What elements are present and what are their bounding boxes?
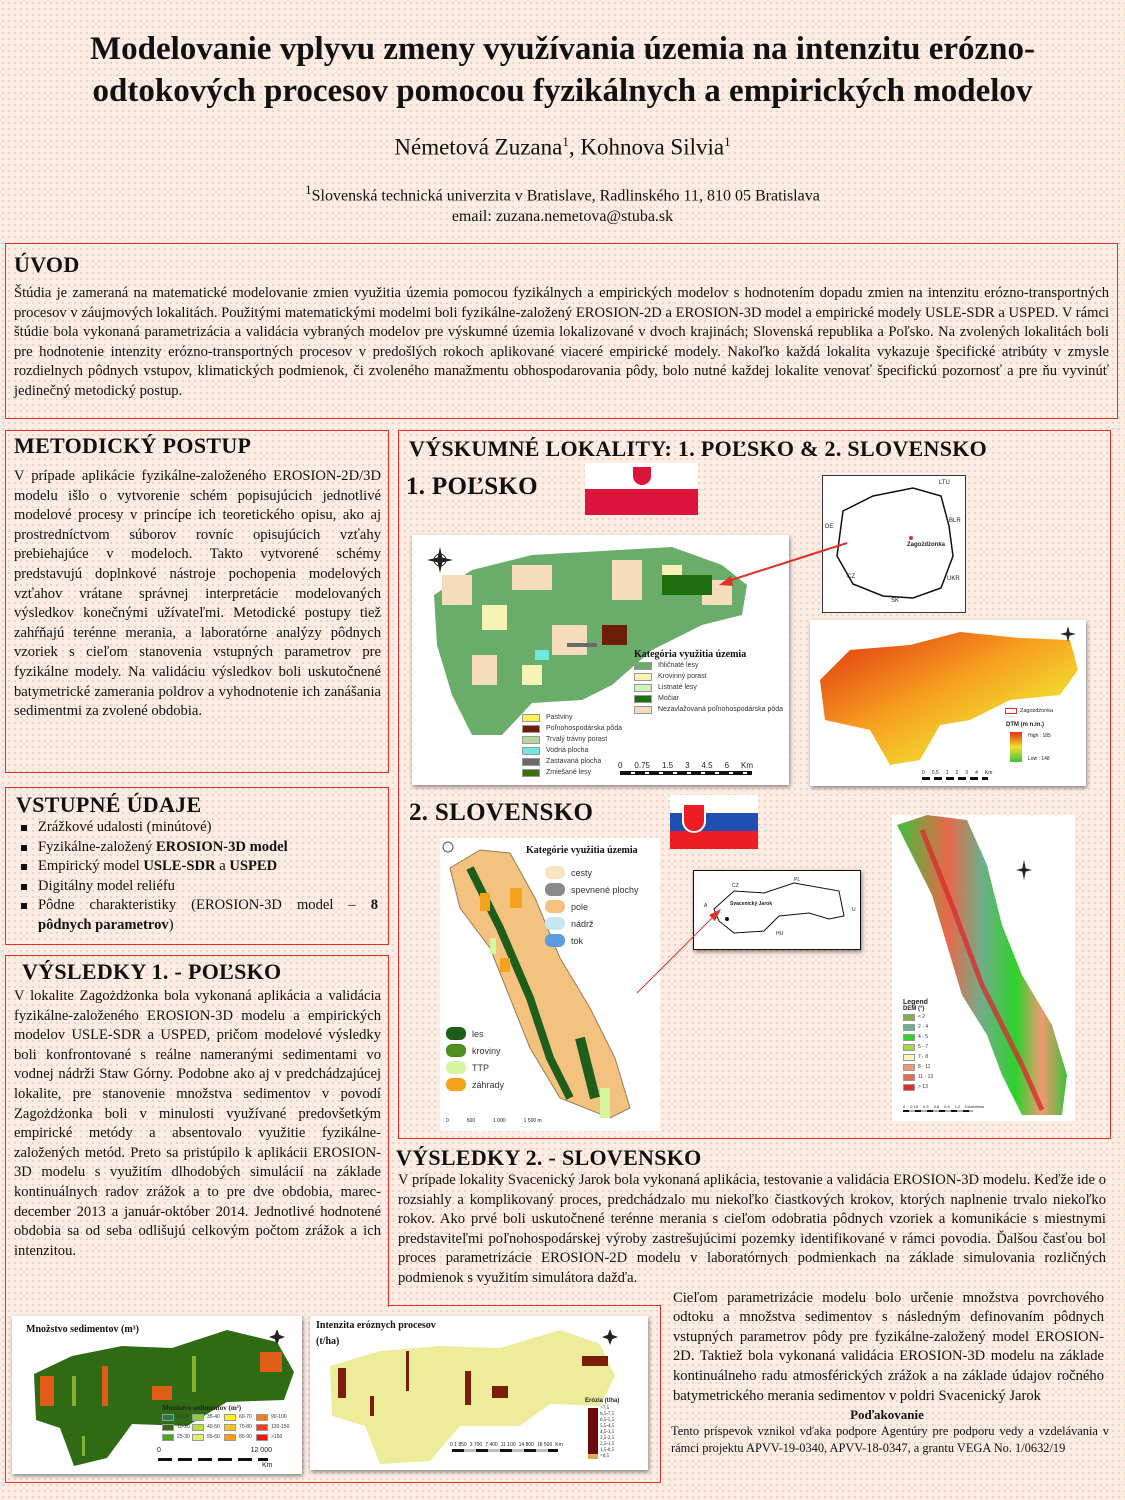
acknowledgement-text: Tento príspevok vznikol vďaka podpore Agentúry pre podporu vedy a vzdelávania v rámci projektu APVV-19-0340, APVV-18-0347, a grantu VEGA No. 1/0632/19 bbox=[671, 1424, 1109, 1455]
legend-swatch bbox=[256, 1414, 268, 1421]
scale-label: 0 bbox=[446, 1118, 449, 1124]
legend-label: 5 - 7 bbox=[918, 1044, 929, 1050]
legend-label: Krovinný porast bbox=[658, 673, 707, 680]
legend-item bbox=[256, 1422, 292, 1432]
legend-label: 35-40 bbox=[207, 1414, 220, 1420]
scale-label: 11 100 bbox=[500, 1442, 516, 1448]
scale-label: 0 1 850 bbox=[450, 1442, 467, 1448]
legend-swatch bbox=[522, 769, 540, 777]
legend-swatch bbox=[903, 1064, 915, 1071]
list-item: Digitálny model reliéfu bbox=[16, 877, 378, 897]
scale-label: 1 500 m bbox=[523, 1118, 542, 1124]
legend-label: >150 bbox=[271, 1434, 283, 1440]
legend-item bbox=[903, 1022, 933, 1032]
legend-label: 7 - 8 bbox=[918, 1054, 929, 1060]
scale-bar: 0 12 000 bbox=[157, 1447, 272, 1454]
legend-swatch bbox=[903, 1014, 915, 1021]
vysledky-slovensko-text1: V prípade lokality Svacenický Jarok bola vykonaná aplikácia, testovanie a validácia EROSION-3D modelu. Keďže ide o rozsiahly a komplikovaný proces, predchádzalo mu niekoľko čiastkových krokov, ktorých naplnenie trvalo niekoľko rokov. Ako prvé boli uskutočnené terénne merania s cieľom odobratia pôdnych vzoriek a komunikácie s miestnymi predstaviteľmi poľnohospodárskej výroby zastrešujúcimi pozemky identifikované v rámci povodia. Ďalšou časťou bol proces parametrizácie EROSION-2D modelu v laboratórnych podmienkach na základe simulovania rozličných podmienok s využitím simulátora dažďa. bbox=[398, 1172, 1106, 1286]
section-heading: VÝSLEDKY 2. - SLOVENSKO bbox=[396, 1145, 702, 1170]
legend-label: les bbox=[472, 1028, 484, 1039]
legend-swatch bbox=[634, 673, 652, 681]
legend-item bbox=[903, 1032, 933, 1042]
section-heading: VÝSKUMNÉ LOKALITY: 1. POĽSKO & 2. SLOVENSKO bbox=[409, 436, 988, 461]
legend-label: > 13 bbox=[918, 1084, 928, 1090]
legend-item bbox=[903, 1072, 933, 1082]
legend-label: Močiar bbox=[658, 695, 680, 702]
legend-item bbox=[224, 1412, 256, 1422]
legend-label: 6,5-7,5 bbox=[600, 1412, 615, 1417]
legend-swatch bbox=[634, 695, 652, 703]
legend-label: Poľnohospodárska pôda bbox=[546, 725, 622, 732]
legend-item bbox=[545, 881, 639, 898]
legend-item bbox=[192, 1412, 224, 1422]
legend-swatch bbox=[903, 1074, 915, 1081]
legend-swatch bbox=[634, 662, 652, 670]
legend-label: 11 - 13 bbox=[918, 1074, 934, 1080]
poland-heading: 1. POĽSKO bbox=[406, 473, 538, 500]
legend-label: 6,5-5,5 bbox=[600, 1418, 615, 1423]
legend-label: cesty bbox=[571, 867, 593, 878]
list-item: Fyzikálne-založený EROSION-3D model bbox=[16, 838, 378, 858]
poster-title: Modelovanie vplyvu zmeny využívania územia na intenzitu erózno- odtokových procesov pomocou fyzikálnych a empirických modelov bbox=[89, 31, 1036, 109]
legend-item bbox=[634, 693, 783, 704]
section-heading: VÝSLEDKY 1. - POĽSKO bbox=[22, 959, 282, 984]
scale-label: 0 bbox=[618, 761, 623, 770]
coat-of-arms-icon bbox=[682, 803, 706, 833]
slovakia-dem-map: Legend DEM (°) < 2 2 - 4 4 - 5 5 - 7 7 - 8 8 - 11 11 - 13 > 13 0 0,15 0,3 0,6 0,9 1,2 Kilometres bbox=[892, 815, 1075, 1121]
authors: Németová Zuzana$^1$, Kohnova Silvia$^1$ bbox=[394, 134, 731, 160]
legend-item bbox=[192, 1432, 224, 1442]
legend-swatch bbox=[903, 1084, 915, 1091]
legend-swatch bbox=[522, 747, 540, 755]
scale-label: 1.5 bbox=[661, 761, 674, 770]
erosion-map: Intenzita eróznych procesov (t/ha) Erózia (t/ha) >7,5 6,5-7,5 6,5-5,5 5,5-4,5 4,5-3,5 3,5-2,5 2,5-1,5 1,5-0,5 <0,5 0 1 850 3 700 7 400 11 100 14 800 18 500 Km bbox=[310, 1316, 648, 1470]
legend-item bbox=[446, 1025, 504, 1042]
legend-item bbox=[446, 1042, 504, 1059]
legend-swatch bbox=[162, 1424, 174, 1431]
compass-icon bbox=[427, 547, 453, 573]
legend-swatch bbox=[256, 1424, 268, 1431]
sediment-map: Množstvo sedimentov (m³) Množstvo sedimentov (m³) < 1,5 10-20 25-30 35-40 40-50 55-60 60-70 70-80 80-90 90-100 120-150 >150 0 12 000 Km bbox=[12, 1316, 302, 1474]
legend-label: Trvalý trávny porast bbox=[546, 736, 608, 743]
legend-swatch bbox=[545, 900, 565, 913]
legend-label: 5,5-4,5 bbox=[600, 1424, 615, 1429]
section-text: V lokalite Zagożdżonka bola vykonaná aplikácia a validácia fyzikálne-založeného EROSION-3D modelu a empirických modelov USLE-SDR a USPED, pričom modelové výsledky boli konfrontované s reálne nameranými sedimentami vo vodnej nádrži Staw Górny. Podobne ako aj v predchádzajúcej lokalite, pre stanovenie množstva sedimentov v povodí Zagożdżonka boli v minulosti využívané predovšetkým empirické metódy a absentovalo využitie fyzikálne-založených metód. Preto sa pristúpilo k aplikácii EROSION-3D modelu s využitím dlhodobých simulácií na základe kontinuálnych radov zrážok a to pre dve obdobia, marec-december 2013 a január-október 2014. Jednotlivé hodnotené obdobia sa od seba odlišujú celkovým počtom zrážok a ich intenzitou. bbox=[14, 988, 381, 1259]
legend-label: 40-50 bbox=[207, 1424, 220, 1430]
scale-label: 3 700 bbox=[469, 1442, 483, 1448]
scale-label: 14 800 bbox=[518, 1442, 534, 1448]
legend-label: Ihličnaté lesy bbox=[658, 662, 699, 669]
list-item: Pôdne charakteristiky (EROSION-3D model – 8 pôdnych parametrov) bbox=[16, 896, 378, 935]
legend-item bbox=[446, 1059, 504, 1076]
list-item: Zrážkové udalosti (minútové) bbox=[16, 818, 378, 838]
scale-label: 0,9 bbox=[944, 1104, 950, 1109]
legend-label: >7,5 bbox=[600, 1406, 610, 1411]
scale-bar bbox=[618, 761, 753, 770]
scale-label: 1 bbox=[945, 770, 949, 776]
legend-label: < 1,5 bbox=[177, 1414, 189, 1420]
site-label: Svacenický Jarok bbox=[730, 901, 772, 907]
sediment-legend: Množstvo sedimentov (m³) < 1,5 10-20 25-30 35-40 40-50 55-60 60-70 70-80 80-90 90-100 120-150 >150 bbox=[162, 1404, 298, 1442]
legend-item bbox=[903, 1052, 933, 1062]
legend-item bbox=[224, 1432, 256, 1442]
legend-item bbox=[903, 1012, 933, 1022]
legend-item bbox=[545, 898, 639, 915]
legend-label: <0,5 bbox=[600, 1454, 610, 1459]
scale-label: 4 bbox=[975, 770, 978, 776]
legend-swatch bbox=[522, 714, 540, 722]
legend-item bbox=[634, 682, 783, 693]
scale-bar bbox=[446, 1118, 542, 1124]
country-label: CZ bbox=[847, 574, 855, 580]
locator-arrow bbox=[715, 540, 850, 590]
country-label: LTU bbox=[939, 480, 950, 486]
section-vstupne-udaje bbox=[5, 787, 389, 945]
legend-label: 8 - 11 bbox=[918, 1064, 931, 1070]
legend-swatch bbox=[162, 1414, 174, 1421]
legend-swatch bbox=[162, 1434, 174, 1441]
legend-swatch bbox=[903, 1024, 915, 1031]
scale-bar bbox=[903, 1104, 984, 1109]
slovakia-heading: 2. SLOVENSKO bbox=[409, 799, 594, 826]
legend-item bbox=[903, 1062, 933, 1072]
country-label: CZ bbox=[732, 883, 739, 889]
legend-label: 25-30 bbox=[177, 1434, 190, 1440]
legend-label: 120-150 bbox=[271, 1424, 290, 1430]
section-metodicky-postup bbox=[5, 430, 389, 773]
legend-label: 3,5-2,5 bbox=[600, 1436, 615, 1441]
scale-label: 18 500 bbox=[536, 1442, 553, 1448]
legend-item bbox=[162, 1422, 192, 1432]
scale-label: 0 bbox=[903, 1104, 906, 1109]
legend-swatch bbox=[634, 684, 652, 692]
scale-label: 2 bbox=[955, 770, 959, 776]
scale-bar bbox=[922, 770, 992, 776]
legend-swatch bbox=[545, 917, 565, 930]
scale-label: Km bbox=[984, 770, 993, 776]
email: email: zuzana.nemetova@stuba.sk bbox=[451, 208, 674, 226]
legend-item bbox=[545, 932, 639, 949]
legend-label: 2 - 4 bbox=[918, 1024, 929, 1030]
legend-label: Nezavlažovaná poľnohospodárska pôda bbox=[658, 706, 784, 713]
legend-label: 80-90 bbox=[239, 1434, 252, 1440]
eagle-emblem-icon bbox=[633, 467, 651, 485]
legend-swatch bbox=[224, 1424, 236, 1431]
legend-title: Kategória využitia územia bbox=[634, 649, 747, 660]
slovakia-landuse-map bbox=[440, 838, 660, 1131]
country-label: PL bbox=[794, 877, 801, 883]
legend-label: Vodná plocha bbox=[546, 747, 589, 754]
legend-item bbox=[522, 734, 622, 745]
legend-item bbox=[522, 756, 622, 767]
legend-swatch bbox=[224, 1434, 236, 1441]
legend-swatch bbox=[446, 1078, 466, 1091]
legend-label: Listnaté lesy bbox=[658, 684, 697, 691]
legend-swatch bbox=[903, 1054, 915, 1061]
legend-label: kroviny bbox=[472, 1045, 501, 1056]
country-label: DE bbox=[825, 524, 834, 530]
acknowledgement-heading: Poďakovanie bbox=[850, 1407, 924, 1423]
scale-label: Km bbox=[741, 761, 753, 770]
scale-label: 0,3 bbox=[923, 1104, 929, 1109]
poland-dtm-map: Zagożdżonka DTM (m n.m.) High : 185 Low : 148 0 0,5 1 2 3 4 Km bbox=[810, 620, 1086, 786]
legend-swatch bbox=[522, 736, 540, 744]
scale-label: 4.5 bbox=[701, 761, 713, 770]
legend-swatch bbox=[446, 1027, 466, 1040]
legend-label: 60-70 bbox=[239, 1414, 252, 1420]
scale-label: 7 400 bbox=[485, 1442, 498, 1448]
legend-item bbox=[903, 1042, 933, 1052]
section-uvod bbox=[5, 243, 1118, 419]
legend-label: 10-20 bbox=[177, 1424, 190, 1430]
legend-swatch bbox=[256, 1434, 268, 1441]
legend-swatch bbox=[545, 883, 565, 896]
legend-swatch bbox=[903, 1034, 915, 1041]
country-label: UKR bbox=[947, 576, 960, 582]
section-heading: METODICKÝ POSTUP bbox=[14, 433, 252, 458]
list-item: Empirický model USLE-SDR a USPED bbox=[16, 857, 378, 877]
legend-item bbox=[256, 1412, 292, 1422]
legend-item bbox=[522, 712, 622, 723]
legend-label: 4,5-3,5 bbox=[600, 1430, 615, 1435]
legend-item bbox=[903, 1082, 933, 1092]
legend-swatch bbox=[545, 866, 565, 879]
scale-label: 0,5 bbox=[931, 770, 939, 776]
section-vysledky-polsko bbox=[5, 955, 389, 1307]
legend-label: tok bbox=[571, 935, 584, 946]
north-arrow-icon bbox=[443, 842, 453, 852]
legend-title: Kategórie využitia územia bbox=[526, 845, 638, 856]
vysledky-slovensko-text2: Cieľom parametrizácie modelu bolo určenie množstva povrchového odtoku a množstva sedimentov s následným definovaním pôdnych vstupných parametrov pôdy pre fyzikálne-založený model EROSION-2D. Taktiež bola vykonaná validácia EROSION-3D modelu na základe kontinuálneho radu atmosférických zrážok a na základe údajov ročného batymetrického merania sedimentov v poldri Svacenický Jarok bbox=[673, 1289, 1104, 1404]
legend-item bbox=[256, 1432, 292, 1442]
legend-label: Pastviny bbox=[546, 714, 573, 721]
legend-item bbox=[634, 671, 783, 682]
scale-label: 3 bbox=[965, 770, 969, 776]
legend-item bbox=[446, 1076, 504, 1093]
legend-swatch bbox=[446, 1044, 466, 1057]
legend-item bbox=[545, 864, 639, 881]
legend-label: 70-80 bbox=[239, 1424, 252, 1430]
legend-item bbox=[192, 1422, 224, 1432]
scale-label: Kilometres bbox=[965, 1104, 985, 1109]
compass-icon bbox=[1060, 626, 1076, 642]
legend-item bbox=[634, 660, 783, 671]
legend-swatch bbox=[522, 758, 540, 766]
legend-item bbox=[522, 767, 622, 778]
slovakia-flag bbox=[670, 795, 758, 849]
country-label: A bbox=[704, 903, 708, 909]
section-text: V prípade aplikácie fyzikálne-založeného EROSION-2D/3D modelu išlo o vytvorenie schém popisujúcich jednotlivé modelové procesy v princípe ich teoretického opisu, ako aj prostredníctvom súborov rovníc opisujúcich vzťahy prebiehajúce v modeloch. Takto vytvorené schémy predstavujú doplnkové nástroje pochopenia modelových vzťahov vrátane správnej interpretácie modelovaných výsledkov konečnými užívateľmi. Metodické postupy tiež zahŕňajú terénne merania, a laboratórne analýzy pôdnych vzoriek s cieľom stanovenia vstupných parametrov pre fyzikálne modely. Na validáciu výsledkov boli uskutočnené batymetrické zamerania poldrov a vyhodnotenie ich zanášania sedimentmi za zvolené obdobia. bbox=[14, 468, 381, 720]
scale-label: 3 bbox=[685, 761, 690, 770]
legend-label: Zmiešané lesy bbox=[546, 769, 592, 776]
section-text: Štúdia je zameraná na matematické modelovanie zmien využitia územia pomocou fyzikálnych a empirických modelov s hodnotením dopadu zmien na intenzitu erózno-transportných procesov v záujmových lokalitách. Použitými matematickými modelmi boli fyzikálne-založený EROSION-2D a EROSION-3D model a empirické modely USLE-SDR a USPED. V rámci štúdie bola vykonaná parametrizácia a validácia vybraných modelov pre výskumné územia lokalizované v dvoch krajinách; Slovenská republika a Poľsko. Na zvolených lokalitách boli pre hodnotenie intenzity erózno-transportných procesov v predošlých rokoch aplikované viaceré empirické modely. Nakoľko každá lokalita vykazuje špecifické atribúty v zmysle rozdielnych pôdnych vstupov, klimatických podmienok, či zvoleného manažmentu obhospodarovania pôdy, bolo nutné každej lokalite venovať špecifickú pozornosť a pre ňu vyvinúť jedinečný metodický postup. bbox=[14, 285, 1109, 399]
legend-swatch bbox=[545, 934, 565, 947]
legend-label: 55-60 bbox=[207, 1434, 220, 1440]
legend-label: záhrady bbox=[472, 1079, 505, 1090]
legend-item bbox=[634, 704, 783, 715]
legend-label: Zastavaná plocha bbox=[546, 758, 602, 765]
scale-label: 1 000 bbox=[493, 1118, 506, 1124]
country-label: HU bbox=[776, 931, 784, 937]
section-vysledky-slovensko bbox=[396, 1145, 1110, 1456]
legend-label: TTP bbox=[472, 1062, 489, 1073]
poland-flag bbox=[585, 463, 698, 515]
input-list bbox=[16, 818, 378, 936]
scale-label: 1,2 bbox=[954, 1104, 961, 1109]
legend-swatch bbox=[634, 706, 652, 714]
legend-swatch bbox=[192, 1424, 204, 1431]
affiliation: $^1$Slovenská technická univerzita v Bratislave, Radlinského 11, 810 05 Bratislava email: zuzana.nemetova@stuba.sk bbox=[0, 179, 1125, 227]
legend-label: 1,5-0,5 bbox=[600, 1448, 615, 1453]
legend-label: 90-100 bbox=[271, 1414, 287, 1420]
legend-swatch bbox=[192, 1414, 204, 1421]
legend-swatch bbox=[903, 1044, 915, 1051]
scale-label: 0.75 bbox=[634, 761, 650, 770]
legend-swatch bbox=[446, 1061, 466, 1074]
legend-swatch bbox=[192, 1434, 204, 1441]
legend-label: 2,5-1,5 bbox=[600, 1442, 615, 1447]
legend-label: nádrž bbox=[571, 918, 594, 929]
locator-arrow bbox=[635, 905, 725, 997]
legend-label: < 2 bbox=[918, 1014, 926, 1020]
country-label: BLR bbox=[949, 518, 961, 524]
legend-item bbox=[162, 1432, 192, 1442]
north-arrow-icon bbox=[1016, 860, 1032, 880]
scale-label: Km bbox=[555, 1442, 563, 1448]
scale-label: 500 bbox=[466, 1118, 476, 1124]
legend-item bbox=[162, 1412, 192, 1422]
scale-label: 6 bbox=[724, 761, 730, 770]
scale-label: 0 bbox=[922, 770, 925, 776]
legend-item bbox=[224, 1422, 256, 1432]
site-label: Zagożdżonka bbox=[907, 542, 946, 548]
legend-swatch bbox=[522, 725, 540, 733]
country-label: SK bbox=[891, 598, 900, 604]
country-label: U bbox=[852, 907, 856, 913]
legend-swatch bbox=[224, 1414, 236, 1421]
legend-item bbox=[545, 915, 639, 932]
legend-item bbox=[522, 745, 622, 756]
scale-label: 0,15 bbox=[910, 1104, 919, 1109]
section-heading: ÚVOD bbox=[14, 252, 80, 277]
legend-label: 4 - 5 bbox=[918, 1034, 929, 1040]
legend-label: spevnené plochy bbox=[571, 884, 639, 895]
legend-label: pole bbox=[571, 901, 589, 912]
section-heading: VSTUPNÉ ÚDAJE bbox=[16, 792, 202, 817]
legend-item bbox=[522, 723, 622, 734]
scale-label: 0,6 bbox=[933, 1104, 940, 1109]
